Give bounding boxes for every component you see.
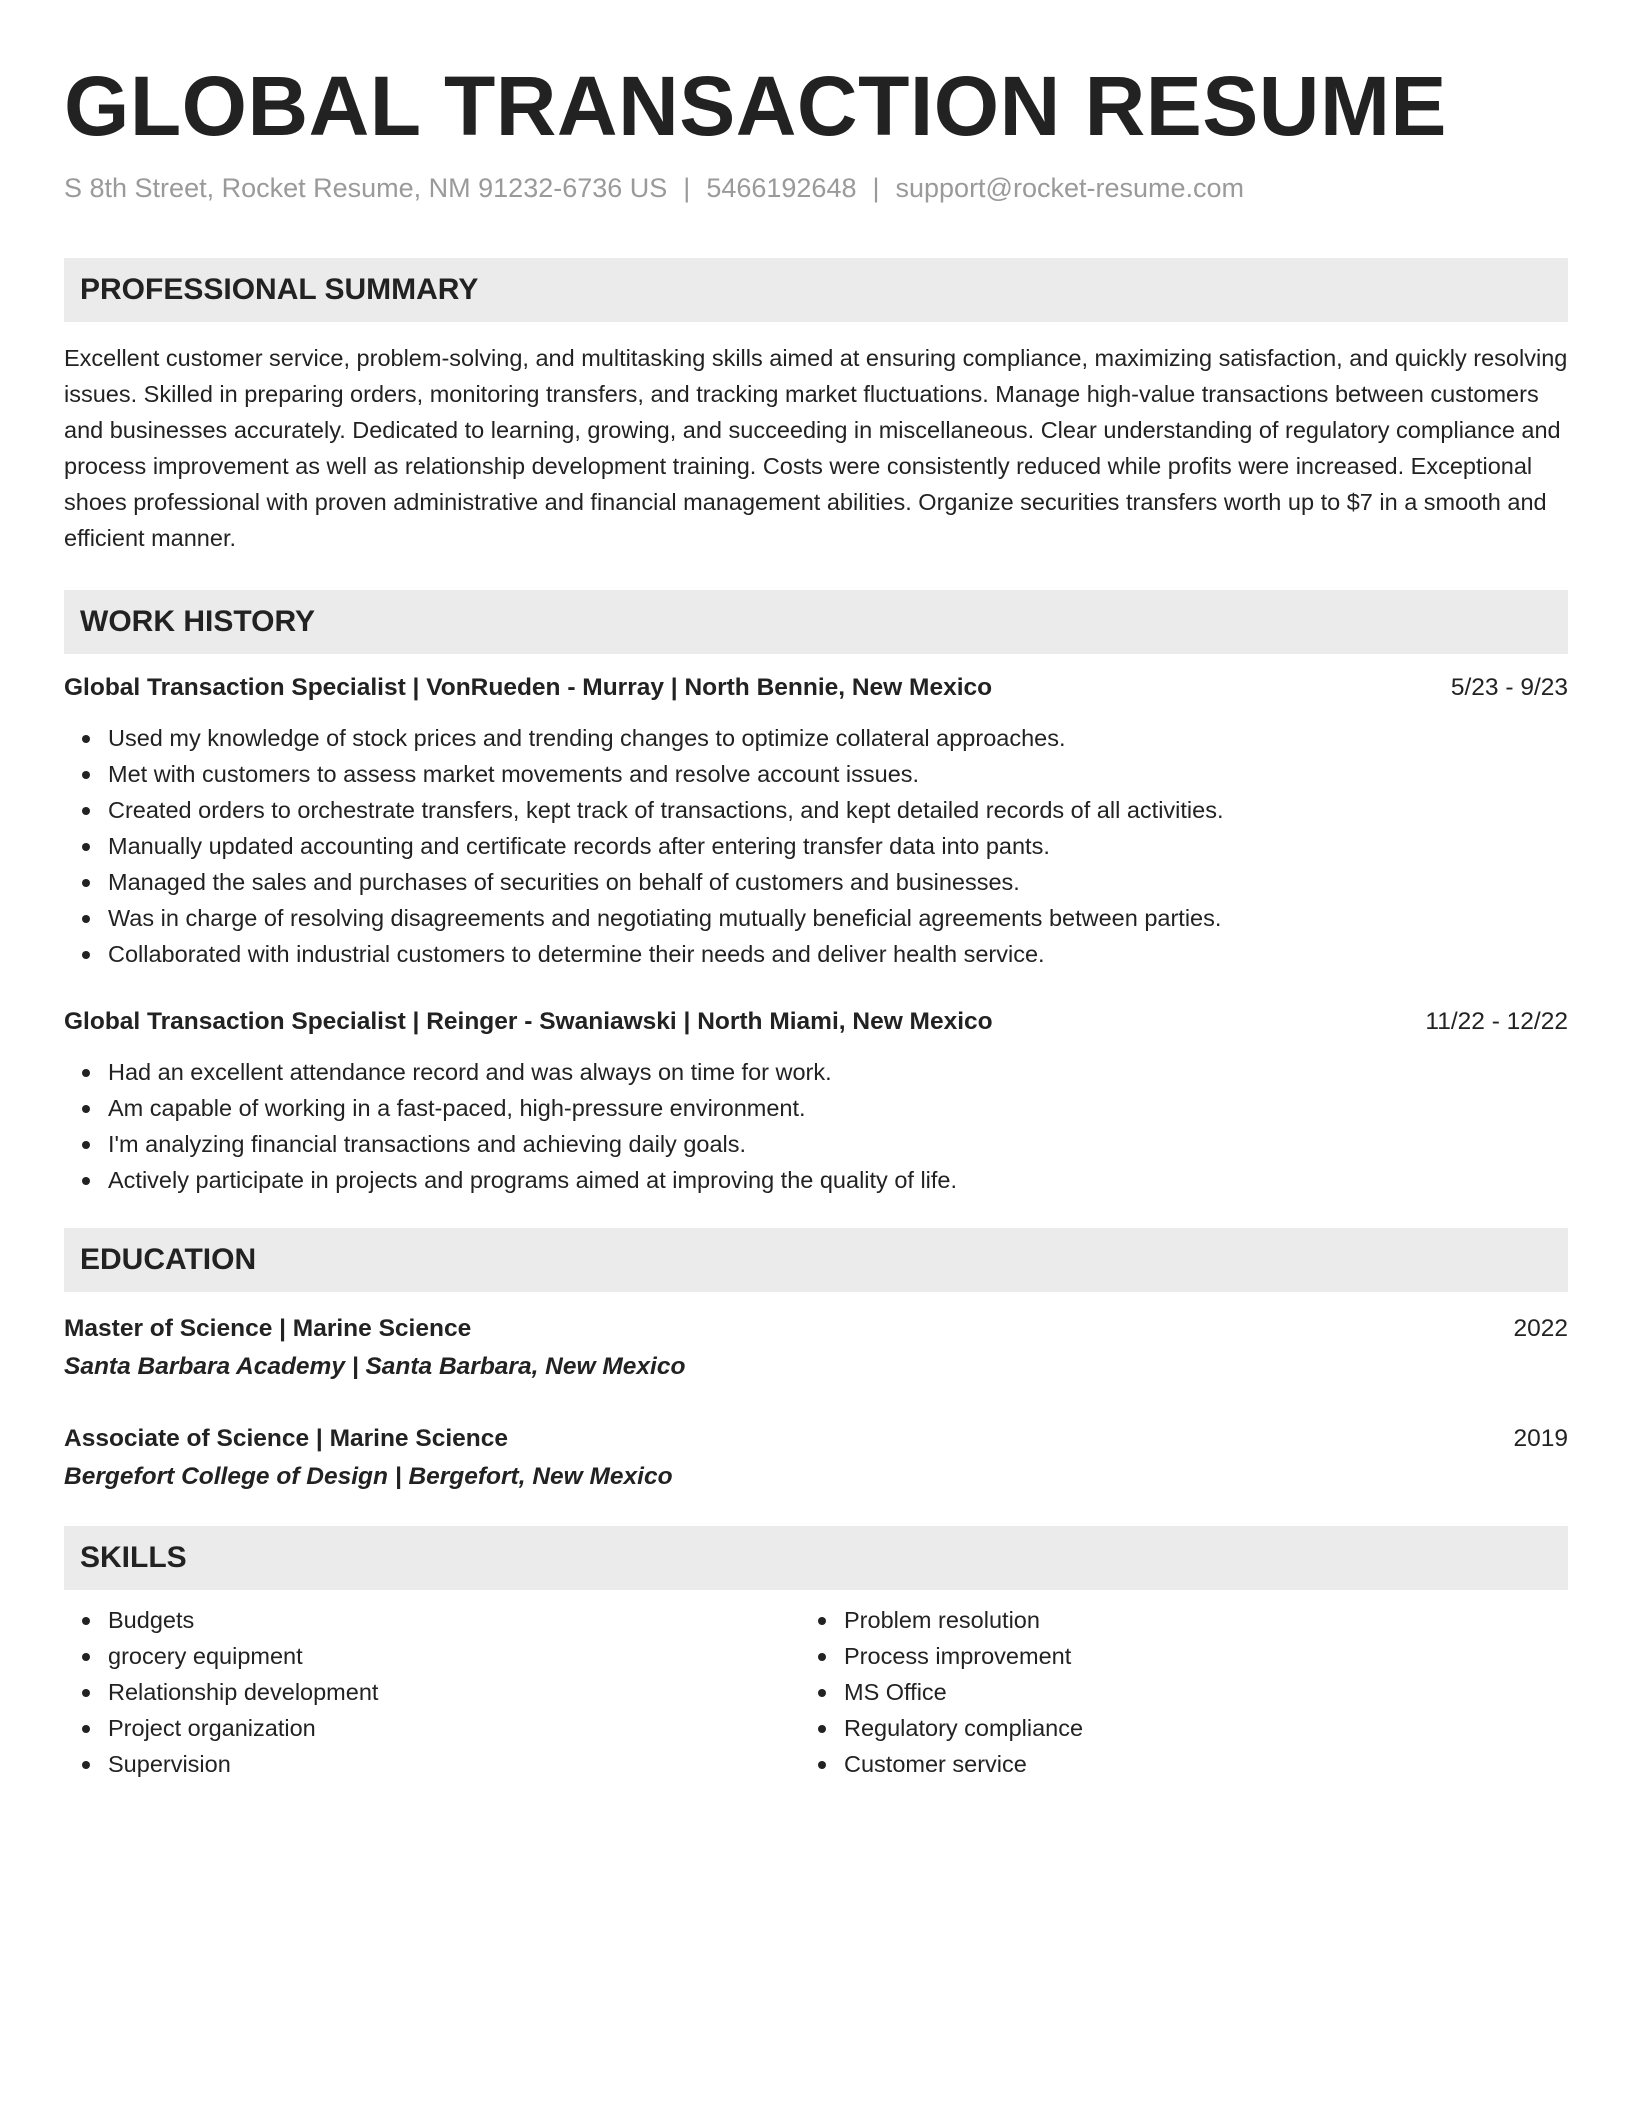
job-duty-item: Created orders to orchestrate transfers, kept track of transactions, and kept detailed records of all activities.: [108, 792, 1568, 828]
job-duty-item: Am capable of working in a fast-paced, high-pressure environment.: [108, 1090, 1568, 1126]
job-duty-item: Manually updated accounting and certificate records after entering transfer data into pants.: [108, 828, 1568, 864]
skills-columns: [64, 1602, 1568, 1782]
skill-item: Problem resolution: [844, 1602, 1536, 1638]
skill-item: Project organization: [108, 1710, 800, 1746]
job-duty-item: Collaborated with industrial customers to determine their needs and deliver health service.: [108, 936, 1568, 972]
education-degree: Master of Science | Marine Science: [64, 1315, 472, 1342]
skills-column-left: [64, 1602, 800, 1782]
education-school: Santa Barbara Academy | Santa Barbara, New Mexico: [64, 1353, 686, 1380]
contact-address: S 8th Street, Rocket Resume, NM 91232-6736 US: [64, 173, 668, 203]
skills-list: [64, 1602, 800, 1782]
job-duties-list: [64, 720, 1568, 972]
job-title: Global Transaction Specialist | VonRueden - Murray | North Bennie, New Mexico: [64, 674, 993, 701]
education-header: [64, 1310, 1568, 1348]
education-degree: Associate of Science | Marine Science: [64, 1425, 508, 1452]
job-duty-item: Met with customers to assess market movements and resolve account issues.: [108, 756, 1568, 792]
job-duties-list: [64, 1054, 1568, 1198]
job-duty-item: Used my knowledge of stock prices and trending changes to optimize collateral approaches.: [108, 720, 1568, 756]
skills-list: [800, 1602, 1536, 1782]
resume-title: GLOBAL TRANSACTION RESUME: [64, 59, 1447, 153]
work-history-section-heading: WORK HISTORY: [64, 590, 1568, 654]
summary-section-heading: PROFESSIONAL SUMMARY: [64, 258, 1568, 322]
summary-text: Excellent customer service, problem-solving, and multitasking skills aimed at ensuring compliance, maximizing satisfaction, and quickly resolving issues. Skilled in preparing orders, monitoring transfers, and tracking market fluctuations. Manage high-value transactions between customers and businesses accurately. Dedicated to learning, growing, and succeeding in miscellaneous. Clear understanding of regulatory compliance and process improvement as well as relationship development training. Costs were consistently reduced while profits were increased. Exceptional shoes professional with proven administrative and financial management abilities. Organize securities transfers worth up to $7 in a smooth and efficient manner.: [64, 345, 1568, 551]
skill-item: Supervision: [108, 1746, 800, 1782]
education-school: Bergefort College of Design | Bergefort, New Mexico: [64, 1463, 673, 1490]
skills-column-right: [800, 1602, 1536, 1782]
job-duty-item: Actively participate in projects and programs aimed at improving the quality of life.: [108, 1162, 1568, 1198]
job-dates: 11/22 - 12/22: [1425, 1008, 1568, 1035]
education-entry: [64, 1310, 1568, 1386]
skill-item: Process improvement: [844, 1638, 1536, 1674]
contact-email: support@rocket-resume.com: [895, 173, 1245, 203]
job-duty-item: Managed the sales and purchases of securities on behalf of customers and businesses.: [108, 864, 1568, 900]
contact-separator: |: [683, 173, 691, 203]
skill-item: Regulatory compliance: [844, 1710, 1536, 1746]
skill-item: MS Office: [844, 1674, 1536, 1710]
skill-item: Budgets: [108, 1602, 800, 1638]
education-year: 2022: [1513, 1315, 1568, 1342]
job-duty-item: Had an excellent attendance record and was always on time for work.: [108, 1054, 1568, 1090]
job-entry: [64, 670, 1568, 972]
contact-separator: |: [872, 173, 880, 203]
contact-line: [64, 170, 1568, 206]
skill-item: Relationship development: [108, 1674, 800, 1710]
education-header: [64, 1420, 1568, 1458]
job-entry: [64, 1004, 1568, 1198]
job-header: [64, 670, 1568, 706]
job-dates: 5/23 - 9/23: [1450, 674, 1568, 701]
contact-phone: 5466192648: [706, 173, 857, 203]
job-title: Global Transaction Specialist | Reinger - Swaniawski | North Miami, New Mexico: [64, 1008, 993, 1035]
job-duty-item: Was in charge of resolving disagreements and negotiating mutually beneficial agreements between parties.: [108, 900, 1568, 936]
education-section-heading: EDUCATION: [64, 1228, 1568, 1292]
job-header: [64, 1004, 1568, 1040]
education-entry: [64, 1420, 1568, 1496]
skills-section-heading: SKILLS: [64, 1526, 1568, 1590]
education-year: 2019: [1513, 1425, 1568, 1452]
skill-item: Customer service: [844, 1746, 1536, 1782]
job-duty-item: I'm analyzing financial transactions and achieving daily goals.: [108, 1126, 1568, 1162]
skill-item: grocery equipment: [108, 1638, 800, 1674]
